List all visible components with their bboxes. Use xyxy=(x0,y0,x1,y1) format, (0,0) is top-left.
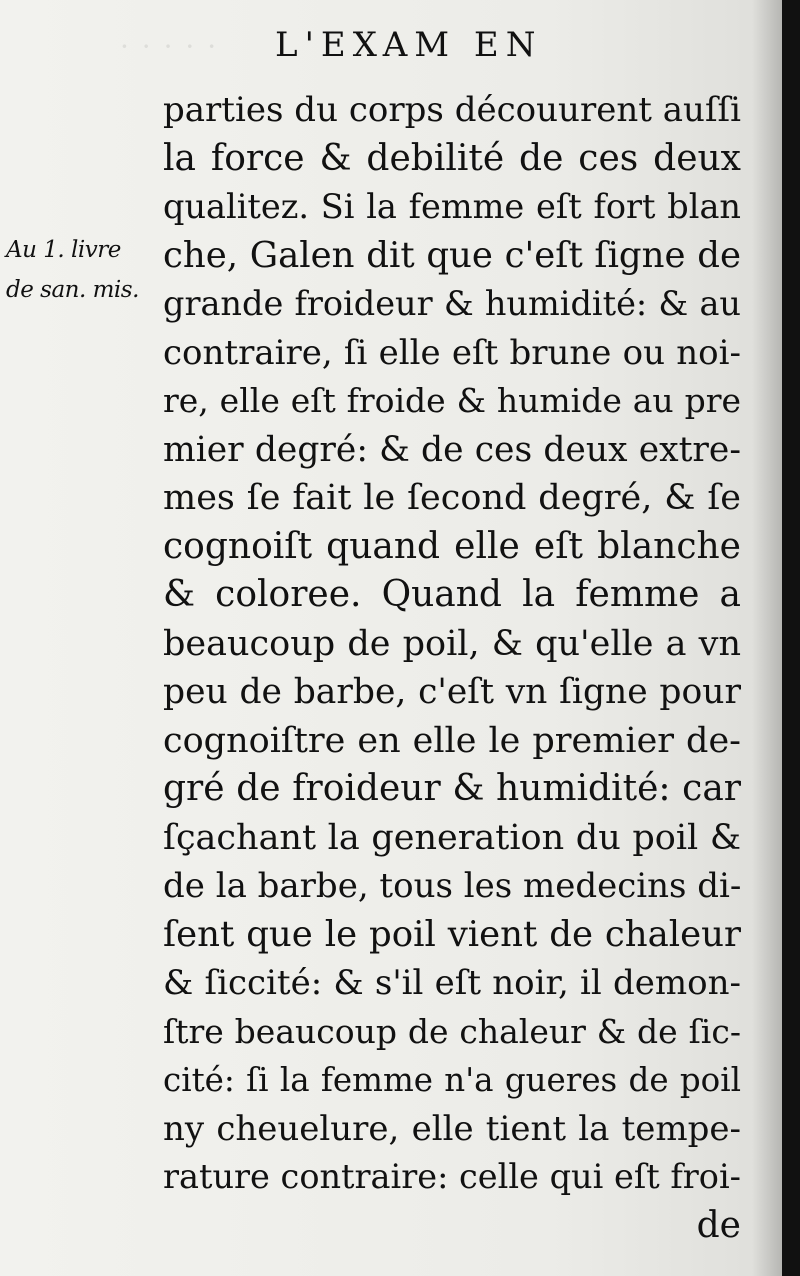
text-line: ſçachant la generation du poil & xyxy=(163,817,741,858)
text-line: mes ſe fait le ſecond degré, & ſe xyxy=(163,478,741,518)
text-line: de la barbe, tous les medecins di- xyxy=(163,866,741,906)
margin-note-line: Au 1. livre xyxy=(6,237,121,263)
text-line: ny cheuelure, elle tient la tempe- xyxy=(163,1108,741,1149)
text-line: cité: ſi la femme n'a gueres de poil xyxy=(163,1061,741,1099)
text-line: gré de froideur & humidité: car xyxy=(163,768,741,809)
body-text xyxy=(163,86,741,1250)
text-line: cognoiſtre en elle le premier de- xyxy=(163,720,741,761)
text-line: beaucoup de poil, & qu'elle a vn xyxy=(163,623,741,664)
catchword: de xyxy=(696,1204,741,1246)
text-line: grande froideur & humidité: & au xyxy=(163,284,741,323)
text-line: ſent que le poil vient de chaleur xyxy=(163,913,741,955)
text-line: cognoiſt quand elle eſt blanche xyxy=(163,525,741,567)
text-line: rature contraire: celle qui eſt froi- xyxy=(163,1157,741,1196)
text-line: peu de barbe, c'eſt vn ſigne pour xyxy=(163,672,741,712)
text-line: & coloree. Quand la femme a xyxy=(163,574,741,615)
text-line: che, Galen dit que c'eſt ſigne de xyxy=(163,234,741,276)
text-line: mier degré: & de ces deux extre- xyxy=(163,429,741,470)
text-line: qualitez. Si la femme eſt fort blan xyxy=(163,187,741,226)
running-head: L'EXAM EN xyxy=(275,25,543,65)
margin-note-line: de san. mis. xyxy=(6,277,139,303)
text-line: re, elle eſt froide & humide au pre xyxy=(163,381,741,420)
text-line: la force & debilité de ces deux xyxy=(163,137,741,179)
text-line: contraire, ſi elle eſt brune ou noi- xyxy=(163,332,741,373)
show-through-text: · · · · · xyxy=(120,30,219,63)
text-line: parties du corps découurent auſſi xyxy=(163,90,741,130)
margin-note xyxy=(6,230,156,310)
gutter-shadow xyxy=(752,0,782,1276)
text-line: ſtre beaucoup de chaleur & de ſic- xyxy=(163,1011,741,1051)
text-line: & ſiccité: & s'il eſt noir, il demon- xyxy=(163,963,741,1003)
